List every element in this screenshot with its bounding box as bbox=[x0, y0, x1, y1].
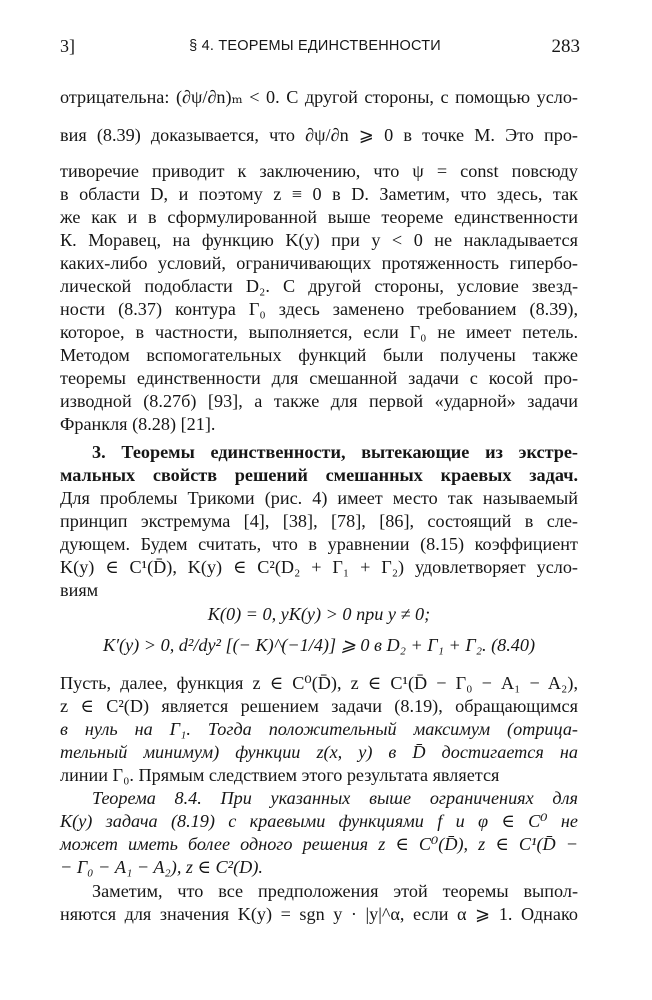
text-line: лической подобласти D₂. С другой стороны, условие звезд- bbox=[60, 276, 578, 296]
text-line: Франкля (8.28) [21]. bbox=[60, 414, 216, 434]
running-header bbox=[60, 36, 580, 60]
chapter-number: 3] bbox=[60, 36, 75, 56]
text-line: дующем. Будем считать, что в уравнении (8.15) коэффициент bbox=[60, 534, 578, 554]
text-line: K(y) ∈ C¹(D̄), K(y) ∈ C²(D₂ + Γ₁ + Γ₂) удовлетворяет усло- bbox=[60, 557, 578, 577]
text-line: няются для значения K(y) = sgn y · |y|^α, если α ⩾ 1. Однако bbox=[60, 904, 578, 924]
text-line: z ∈ C²(D) является решением задачи (8.19), обращающимся bbox=[60, 696, 578, 716]
text-line: K(y) задача (8.19) с краевыми функциями f и φ ∈ C⁰ не bbox=[60, 811, 578, 831]
text-line: принцип экстремума [4], [38], [78], [86], состоящий в сле- bbox=[60, 511, 578, 531]
display-formula: K(0) = 0, yK(y) > 0 при y ≠ 0; bbox=[207, 604, 431, 624]
text-line: в нуль на Γ₁. Тогда положительный максимум (отрица- bbox=[60, 719, 578, 739]
text-line: изводной (8.27б) [93], а также для первой «ударной» задачи bbox=[60, 391, 578, 411]
section-title: § 4. ТЕОРЕМЫ ЕДИНСТВЕННОСТИ bbox=[189, 38, 441, 54]
text-line: виям bbox=[60, 580, 99, 600]
text-line: которое, в частности, выполняется, если Γ₀ не имеет петель. bbox=[60, 322, 578, 342]
text-line: − Γ₀ − A₁ − A₂), z ∈ C²(D). bbox=[60, 857, 263, 877]
text-line: Для проблемы Трикоми (рис. 4) имеет место так называемый bbox=[60, 488, 578, 508]
page-number: 283 bbox=[551, 36, 580, 57]
text-line: Методом вспомогательных функций были получены также bbox=[60, 345, 578, 365]
theorem-statement: Теорема 8.4. При указанных выше ограничениях для bbox=[92, 788, 578, 808]
text-line: К. Моравец, на функцию K(y) при y < 0 не накладывается bbox=[60, 230, 578, 250]
text-line: вия (8.39) доказывается, что ∂ψ/∂n ⩾ 0 в точке M. Это про- bbox=[60, 125, 578, 145]
text-line: теоремы единственности для смешанной задачи с косой про- bbox=[60, 368, 578, 388]
text-line: тельный минимум) функции z(x, y) в D̄ достигается на bbox=[60, 742, 578, 762]
text-line: отрицательна: (∂ψ/∂n)ₘ < 0. С другой стороны, с помощью усло- bbox=[60, 87, 578, 107]
subsection-heading: 3. Теоремы единственности, вытекающие из экстре- bbox=[92, 442, 578, 462]
text-line: тиворечие приводит к заключению, что ψ = const повсюду bbox=[60, 161, 578, 181]
display-formula: K′(y) > 0, d²/dy² [(− K)^(−1/4)] ⩾ 0 в D₂ + Γ₁ + Γ₂. (8.40) bbox=[102, 635, 536, 655]
text-line: может иметь более одного решения z ∈ C⁰(D̄), z ∈ C¹(D̄ − bbox=[60, 834, 578, 854]
text-line: ности (8.37) контура Γ₀ здесь заменено требованием (8.39), bbox=[60, 299, 578, 319]
text-line: Пусть, далее, функция z ∈ C⁰(D̄), z ∈ C¹(D̄ − Γ₀ − A₁ − A₂), bbox=[60, 673, 578, 693]
text-line: в области D, и поэтому z ≡ 0 в D. Заметим, что здесь, так bbox=[60, 184, 578, 204]
text-line: линии Γ₀. Прямым следствием этого результата является bbox=[60, 765, 500, 785]
text-line: же как и в сформулированной выше теореме единственности bbox=[60, 207, 578, 227]
text-line: Заметим, что все предположения этой теоремы выпол- bbox=[92, 881, 578, 901]
text-line: каких-либо условий, ограничивающих протяженность гипербо- bbox=[60, 253, 578, 273]
subsection-heading: мальных свойств решений смешанных краевых задач. bbox=[60, 465, 578, 485]
